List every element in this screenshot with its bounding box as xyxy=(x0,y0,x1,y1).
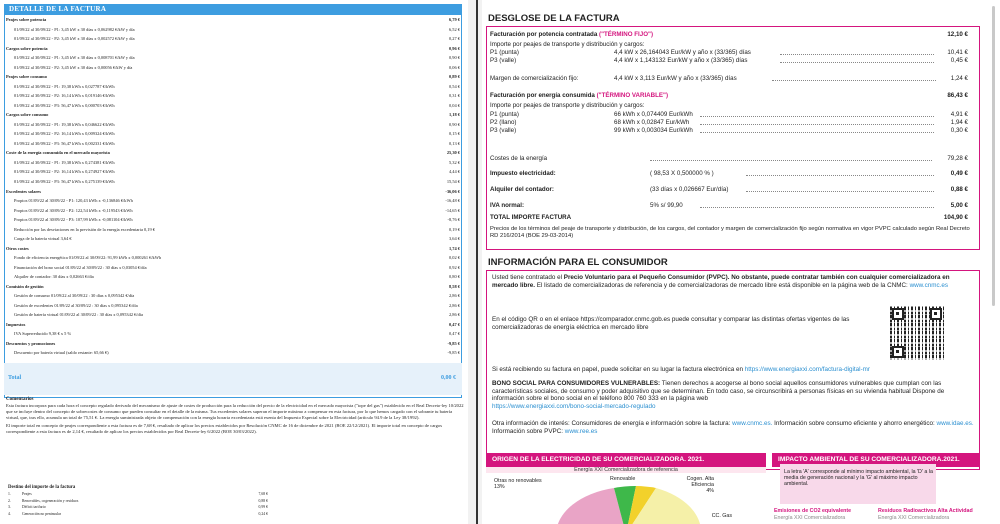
detail-row-label: 01/09/22 al 30/09/22 - P1: 3,45 kW x 30 días x 0,008701 €/kW y día xyxy=(14,55,135,61)
detail-row-label: 01/09/22 al 30/09/22 - P1: 3,45 kW x 30 días x 0,062982 €/kW y día xyxy=(14,26,135,32)
detail-row-label: Gestión de batería virtual 01/09/22 al 30/09/22 : 30 días x 0,095342 €/día xyxy=(14,312,143,318)
term-value: 0,30 € xyxy=(950,127,968,134)
term-calc: 68 kWh x 0,02847 Eur/kWh xyxy=(614,119,690,126)
detail-row-value: 0,27 € xyxy=(449,36,460,42)
detail-row-label: Gestión de excedentes 01/09/22 al 30/09/22 : 30 días x 0,095342 €/día xyxy=(14,302,138,308)
detail-row-value: -9,85 € xyxy=(447,350,460,356)
detail-row-value: 1,74 € xyxy=(449,245,460,251)
pvpc-paragraph: Usted tiene contratado el Precio Voluntario para el Pequeño Consumidor (PVPC). No obstante, puede contratar también con cualquier comercializadora en mercado libre. El listado de comercializadoras de referencia y de comercializadoras de mercado libre está disponible en la página web de la CNMC: www.cnmc.es xyxy=(492,274,950,289)
meter-rental-value: 0,88 € xyxy=(950,186,968,193)
detail-row-label: Impuestos xyxy=(6,321,26,327)
detail-row-value: 0,04 € xyxy=(449,102,460,108)
detail-total-row xyxy=(4,363,462,395)
detail-row-label: Coste de la energía consumida en el mercado mayorista xyxy=(6,150,110,156)
power-term-total: 12,10 € xyxy=(947,31,968,38)
term-calc: 66 kWh x 0,074409 Eur/kWh xyxy=(614,111,693,118)
destination-number: 3. xyxy=(8,505,11,509)
term-value: 4,91 € xyxy=(950,111,968,118)
detail-row-label: Propios 01/09/22 al 30/09/22 - P2: 122,54 kWh x -0,119543 €/kWh xyxy=(14,207,133,213)
detail-row-label: Carga de la batería virtual 3,64 € xyxy=(14,236,72,242)
invoice-total-label: TOTAL IMPORTE FACTURA xyxy=(490,214,572,221)
term-calc: 4,4 kW x 1,143132 Eur/kW y año x (33/365) días xyxy=(614,57,748,64)
detail-row-label: Financiación del bono social 01/09/22 al 30/09/22 : 30 días x 0,03054 €/día xyxy=(14,264,147,270)
term-period: P3 (valle) xyxy=(490,57,517,64)
term-calc: 4,4 kW x 26,164043 Eur/kW y año x (33/365) días xyxy=(614,49,751,56)
paper-invoice-text: Si está recibiendo su factura en papel, puede solicitar en su lugar la factura electrónica en https://www.energiaxxi.com/factura-digital-mr xyxy=(492,366,871,373)
detail-row-label: Propios 01/09/22 al 30/09/22 - P3: 107,99 kWh x -0,081104 €/kWh xyxy=(14,217,133,223)
margin-value: 1,24 € xyxy=(950,75,968,82)
detail-header: DETALLE DE LA FACTURA xyxy=(4,4,462,15)
consumer-info-title: INFORMACIÓN PARA EL CONSUMIDOR xyxy=(488,257,668,268)
detail-row-label: 01/09/22 al 30/09/22 - P3: 56,47 kWh x 0,002331 €/kWh xyxy=(14,140,115,146)
impact-bar: IMPACTO AMBIENTAL DE SU COMERCIALIZADORA.2021. xyxy=(772,453,980,467)
detail-row-value: 5,32 € xyxy=(449,159,460,165)
radioactive-title: Residuos Radioactivos Alta Actividad xyxy=(878,508,973,514)
detail-row-label: IVA Superreducido 9,38 € x 5 % xyxy=(14,331,72,337)
destination-value: 0,24 € xyxy=(258,511,268,516)
detail-row-label: 01/09/22 al 30/09/22 - P2: 16,14 kWh x 0,009324 €/kWh xyxy=(14,131,115,137)
comment-paragraph-2: El importe total en concepto de peajes correspondiente a esta factura es de 7,68 €, resultado de aplicar los precios establecidos por Resolución CNMC de 16 de diciembre de 2021 (BOE 22/12/2021). El importe total en concepto de cargos correspondiente a esta factura es de 2,14 €, resultado de aplicar los precios establecidos por Real Decreto-ley 6/2022 (BOE 30/03/2022). xyxy=(6,423,443,434)
impact-explanation: La letra 'A' corresponde al mínimo impacto ambiental, la 'D' a la media de generación nacional y la 'G' al máximo impacto ambiental. xyxy=(784,469,933,488)
power-term-title: Facturación por potencia contratada xyxy=(490,31,598,38)
term-value: 10,41 € xyxy=(947,49,968,56)
bono-social-text: BONO SOCIAL PARA CONSUMIDORES VULNERABLES: Tienen derechos a acogerse al bono social aquellos consumidores vulnerables que cumplan con las características sociales, de consumo y poder adquisitivo que se determinan. En todo caso, se circunscribirá a personas físicas en su vivienda habitual Dispone de información sobre el bono social en el teléfono 800 760 333 en la página web https://www.energiaxxi.com/bono-social-mercado-regulado xyxy=(492,380,945,410)
detail-row-label: Otros costes xyxy=(6,245,29,251)
electricity-tax-label: Impuesto electricidad: xyxy=(490,170,556,177)
meter-rental-label: Alquiler del contador: xyxy=(490,186,554,193)
term-value: 1,94 € xyxy=(950,119,968,126)
detail-row-value: 0,19 € xyxy=(449,226,460,232)
detail-row-label: Cargos sobre potencia xyxy=(6,45,48,51)
pie-label-other: Otras no renovables 13% xyxy=(494,478,542,491)
detail-row-value: 2,86 € xyxy=(449,293,460,299)
bono-social-link[interactable]: https://www.energiaxxi.com/bono-social-mercado-regulado xyxy=(492,402,656,410)
page-gutter xyxy=(468,0,482,524)
pvpc-bold: Precio Voluntario para el Pequeño Consumidor (PVPC). No obstante, puede contratar también con cualquier comercializadora en mercado libre. xyxy=(492,274,950,289)
detail-row-value: 25,30 € xyxy=(446,150,460,156)
qr-text: En el código QR o en el enlace https://comparador.cnmc.gob.es puede consultar y comparar las distintas ofertas vigentes de las comercializadoras de energía eléctrica en mercado libre xyxy=(492,316,850,331)
detail-row-label: Descuentos y promociones xyxy=(6,340,56,346)
scrollbar[interactable] xyxy=(992,6,995,306)
detail-row-label: 01/09/22 al 30/09/22 - P3: 56,47 kWh x 0,275139 €/kWh xyxy=(14,178,115,184)
term-value: 0,45 € xyxy=(950,57,968,64)
detail-row-value: -8,76 € xyxy=(447,217,460,223)
detail-row-value: 2,86 € xyxy=(449,312,460,318)
iva-calc: 5% s/ 99,90 xyxy=(650,202,683,209)
origin-bar: ORIGEN DE LA ELECTRICIDAD DE SU COMERCIALIZADORA. 2021. xyxy=(486,453,766,467)
origin-subtitle: Energía XXI Comercializadora de referencia xyxy=(486,467,766,473)
radioactive-subtitle: Energía XXI Comercializadora xyxy=(878,515,950,521)
term-period: P1 (punta) xyxy=(490,111,519,118)
invoice-detail-page xyxy=(0,0,468,524)
destination-label: Generación no peninsular xyxy=(22,511,62,516)
detail-row-label: Cargos sobre consumo xyxy=(6,112,49,118)
electricity-tax-calc: ( 98,53 X 0,500000 % ) xyxy=(650,170,714,177)
energy-cost-label: Costes de la energía xyxy=(490,155,548,162)
detail-row-label: 01/09/22 al 30/09/22 - P3: 56,47 kWh x 0,000703 €/kWh xyxy=(14,102,115,108)
detail-row-value: 0,02 € xyxy=(449,255,460,261)
detail-row-value: -14,65 € xyxy=(445,207,460,213)
detail-row-value: 6,79 € xyxy=(449,17,460,22)
detail-row-value: -9,85 € xyxy=(447,340,460,346)
energy-term-title: Facturación por energía consumida xyxy=(490,92,595,99)
bono-social-title: BONO SOCIAL PARA CONSUMIDORES VULNERABLES: xyxy=(492,380,661,387)
detail-row-label: Peajes sobre potencia xyxy=(6,17,47,22)
destination-number: 4. xyxy=(8,511,11,516)
destination-label: Déficit tarifario xyxy=(22,505,46,509)
comment-paragraph-1: Esta factura incorpora para cada hora el concepto regulado derivado del mecanismo de ajuste de costes de producción para la reducción del precio de la electricidad en el mercado mayorista ("tope del gas") establecido en el Real Decreto-ley 10/2022 que se incluye dentro del concepto de sobrecostes de consumo que pueden consultar en el detalle de la misma. Tus excedentes solares superan el importe máximo a compensar en esta factura, por lo que hemos cargado con el sobrante tu batería virtual, que, tras ello, acumula un total de 75,51 €. La energía suministrada objeto de compensación con la energía horaria excedentaria está exenta del Impuesto Especial sobre la Electricidad (artículo 94.9 de la Ley 38/1992). xyxy=(6,403,464,420)
power-term-tag: ("TÉRMINO FIJO") xyxy=(599,31,654,38)
cnmc-link[interactable]: www.cnmc.es xyxy=(909,281,949,289)
comments-title: Comentarios xyxy=(6,397,34,402)
detail-row-value: 0,06 € xyxy=(449,64,460,70)
detail-row-label: Reducción por las desviaciones en la previsión de la energía excedentaria 0,19 € xyxy=(14,226,155,232)
margin-label: Margen de comercialización fijo: xyxy=(490,75,579,82)
detail-row-label: Comisión de gestión xyxy=(6,283,44,289)
term-calc: 99 kWh x 0,003034 Eur/kWh xyxy=(614,127,693,134)
detail-row-value: 8,58 € xyxy=(449,283,460,289)
detail-row-value: -36,06 € xyxy=(445,188,460,194)
pie-label-cogen: Cogen. Alta Eficiencia 4% xyxy=(686,476,714,495)
detail-row-label: 01/09/22 al 30/09/22 - P2: 16,14 kWh x 0,019146 €/kWh xyxy=(14,93,115,99)
energy-term-tag: ("TÉRMINO VARIABLE") xyxy=(596,92,669,99)
detail-row-label: Gestión de consumo 01/09/22 al 30/09/22 : 30 días x 0,095342 €/día xyxy=(14,293,135,299)
detail-row-value: 0,15 € xyxy=(449,131,460,137)
cnmc-link-2[interactable]: www.cnmc.es. xyxy=(732,420,773,427)
term-period: P2 (llano) xyxy=(490,119,517,126)
detail-row-value: 0,92 € xyxy=(449,264,460,270)
detail-row-value: 0,31 € xyxy=(449,93,460,99)
regulation-note: Precios de los términos del peaje de transporte y distribución, de los cargos, del contador y margen de comercialización fijo según normativa en vigor PVPC calculado según Real Decreto RD 216/2014 (BOE 29-03-2014) xyxy=(490,226,970,239)
iva-value: 5,00 € xyxy=(950,202,968,209)
page-divider xyxy=(476,0,478,524)
digital-invoice-link[interactable]: https://www.energiaxxi.com/factura-digital-mr xyxy=(744,366,871,373)
detail-row-value: 1,18 € xyxy=(449,112,460,118)
detail-row-value: 0,90 € xyxy=(449,121,460,127)
detail-row-label: Alquiler de contador: 30 días x 0,02663 €/día xyxy=(14,274,94,280)
detail-row-value: 0,13 € xyxy=(449,140,460,146)
detail-row-value: 2,86 € xyxy=(449,302,460,308)
pie-label-gas: CC. Gas xyxy=(711,513,732,519)
detail-row-label: Excedentes solares xyxy=(6,188,41,194)
term-period: P3 (valle) xyxy=(490,127,517,134)
detail-row-value: 0,47 € xyxy=(449,331,460,337)
detail-row-value: 0,90 € xyxy=(449,55,460,61)
electricity-tax-value: 0,49 € xyxy=(950,170,968,177)
emissions-title: Emisiones de CO2 equivalente xyxy=(774,508,852,514)
breakdown-title: DESGLOSE DE LA FACTURA xyxy=(488,13,620,24)
detail-row-value: 0,54 € xyxy=(449,83,460,89)
qr-code-icon[interactable] xyxy=(890,306,944,360)
detail-row-label: 01/09/22 al 30/09/22 - P1: 19,38 kWh x 0,027787 €/kWh xyxy=(14,83,115,89)
energy-term-total: 86,43 € xyxy=(947,92,968,99)
destination-number: 1. xyxy=(8,492,11,496)
detail-row-label: 01/09/22 al 30/09/22 - P2: 3,45 kW x 30 días x 0,002572 €/kW y día xyxy=(14,36,135,42)
energy-cost-value: 79,28 € xyxy=(947,155,968,162)
destination-title: Destino del importe de la factura xyxy=(8,485,76,490)
detail-row-label: 01/09/22 al 30/09/22 - P1: 19,38 kWh x 0,046622 €/kWh xyxy=(14,121,115,127)
term-period: P1 (punta) xyxy=(490,49,519,56)
detail-total-label: Total xyxy=(8,375,22,381)
destination-value: 0,88 € xyxy=(258,498,268,503)
detail-total-value: 0,00 € xyxy=(441,375,456,381)
detail-row-label: Descuento por batería virtual (saldo restante: 65,66 €) xyxy=(14,350,109,356)
detail-row-value: 15,54 € xyxy=(446,178,460,184)
detail-row-value: 4,44 € xyxy=(449,169,460,175)
detail-row-value: 0,89 € xyxy=(449,74,460,80)
detail-row-label: 01/09/22 al 30/09/22 - P2: 3,45 kW x 30 días x 0,00056 €/kW y día xyxy=(14,64,133,70)
destination-label: Renovables, cogeneración y residuos xyxy=(22,498,79,503)
destination-number: 2. xyxy=(8,498,11,503)
detail-row-label: Fondo de eficiencia energética 01/09/22 al 30/09/22: 91,99 kWh x 0,000261 €/kWh xyxy=(14,255,162,261)
invoice-total-value: 104,90 € xyxy=(943,214,968,221)
detail-row-label: Peajes sobre consumo xyxy=(6,74,47,80)
margin-calc: 4,4 kW x 3,113 Eur/kW y año x (33/365) días xyxy=(614,75,737,82)
detail-row-label: 01/09/22 al 30/09/22 - P1: 19,38 kWh x 0,274381 €/kWh xyxy=(14,159,115,165)
iva-label: IVA normal: xyxy=(490,202,525,209)
detail-row-value: 0,96 € xyxy=(449,45,460,51)
detail-row-value: 6,52 € xyxy=(449,26,460,32)
detail-row-value: -16,48 € xyxy=(445,198,460,204)
other-info-text: Otra información de interés: Consumidores de energía e información sobre la factura: www.cnmc.es. Información sobre consumo eficiente y ahorro energético: www.idae.es. Información sobre PVPC: www.ree.es xyxy=(492,420,974,435)
meter-rental-calc: (33 días x 0,026667 Eur/día) xyxy=(650,186,729,193)
detail-row-label: Propios 01/09/22 al 30/09/22 - P1: 120,43 kWh x -0,136846 €/kWh xyxy=(14,198,133,204)
destination-value: 7,68 € xyxy=(258,492,268,496)
comments-text xyxy=(6,403,464,435)
ree-link[interactable]: www.ree.es xyxy=(564,427,598,435)
detail-row-value: 0,47 € xyxy=(449,321,460,327)
idae-link[interactable]: www.idae.es. xyxy=(936,420,974,427)
destination-value: 0,99 € xyxy=(258,505,268,509)
invoice-breakdown-page: DESGLOSE DE LA FACTURA Facturación por potencia contratada ("TÉRMINO FIJO") 12,10 € Importe por peajes de transporte y distribución y cargos: P1 (punta) 4,4 kW x 26,164043 Eur/kW y año x (33/365) días 10,41 € P3 (valle) 4,4 kW x 1,143132 Eur/kW y año x (33/365) días 0,45 € Margen de comercialización fijo: 4,4 kW x 3,113 Eur/kW y año x (33/365) días 1,24 € Facturación por energía consumida ("TÉRMINO VARIABLE") 86,43 € Importe por peajes de transporte y distribución y cargos: P1 (punta) 66 kWh x 0,074409 Eur/kWh 4,91 € P2 (llano) 68 kWh x 0,02847 Eur/kWh 1,94 € P3 (valle) 99 kWh x 0,003034 Eur/kWh 0,30 € Costes de la energía 79,28 € Impuesto electricidad: ( 98,53 X 0,500000 % ) 0,49 € Alquiler del contador: (33 días x 0,026667 Eur/día) 0,88 € IVA normal: 5% s/ 99,90 5,00 € TOTAL IMPORTE FACTURA 104,90 € Precios de los términos del peaje de transporte y distribución, de los cargos, del contador y margen de comercialización fijo según normativa en vigor PVPC calculado según Real Decreto RD 216/2014 (BOE 29-03-2014) INFORMACIÓN PARA EL CONSUMIDOR Usted tiene contratado el Precio Voluntario para el Pequeño Consumidor (PVPC). No obstante, puede contratar también con cualquier comercializadora en mercado libre. El listado de comercializadoras de referencia y de comercializadoras de mercado libre está disponible en la página web de la CNMC: www.cnmc.es En el código QR o en el enlace https://comparador.cnmc.gob.es puede consultar y comparar las distintas ofertas vigentes de las comercializadoras de energía eléctrica en mercado libre Si está recibiendo su factura en papel, puede solicitar en su lugar la factura electrónica en https://www.energiaxxi.com/factura-digital-mr BONO SOCIAL PARA CONSUMIDORES VULNERABLES: Tienen derechos a acogerse al bono social aquellos consumidores vulnerables que cumplan con las características sociales, de consumo y poder adquisitivo que se determinan. En todo caso, se circunscribirá a personas físicas en su vivienda habitual Dispone de información sobre el bono social en el teléfono 800 760 333 en la página web https://www.energiaxxi.com/bono-social-mercado-regulado Otra información de interés: Consumidores de energía e información sobre la factura: www.cnmc.es. Información sobre consumo eficiente y ahorro energético: www.idae.es. Información sobre PVPC: www.ree.es ORIGEN DE LA ELECTRICIDAD DE SU COMERCIALIZADORA. 2021. IMPACTO AMBIENTAL DE SU COMERCIALIZADORA.2021. Energía XXI Comercializadora de referencia Otras no renovables 13% Renovable 6% Cogen. Alta Eficiencia 4% CC. Gas La letra 'A' corresponde al mínimo impacto ambiental, la 'D' a la media de generación nacional y la 'G' al máximo impacto ambiental. Emisiones de CO2 equivalente Energía XXI Comercializadora Residuos Radioactivos Alta Actividad Energía XXI Comercializadora xyxy=(482,0,1000,524)
detail-row-value: 3,64 € xyxy=(449,236,460,242)
detail-row-label: 01/09/22 al 30/09/22 - P2: 16,14 kWh x 0,274927 €/kWh xyxy=(14,169,115,175)
pie-label-renewable: Renovable 6% xyxy=(610,476,636,489)
emissions-subtitle: Energía XXI Comercializadora xyxy=(774,515,846,521)
destination-label: Peajes xyxy=(22,492,32,496)
detail-row-value: 0,80 € xyxy=(449,274,460,280)
